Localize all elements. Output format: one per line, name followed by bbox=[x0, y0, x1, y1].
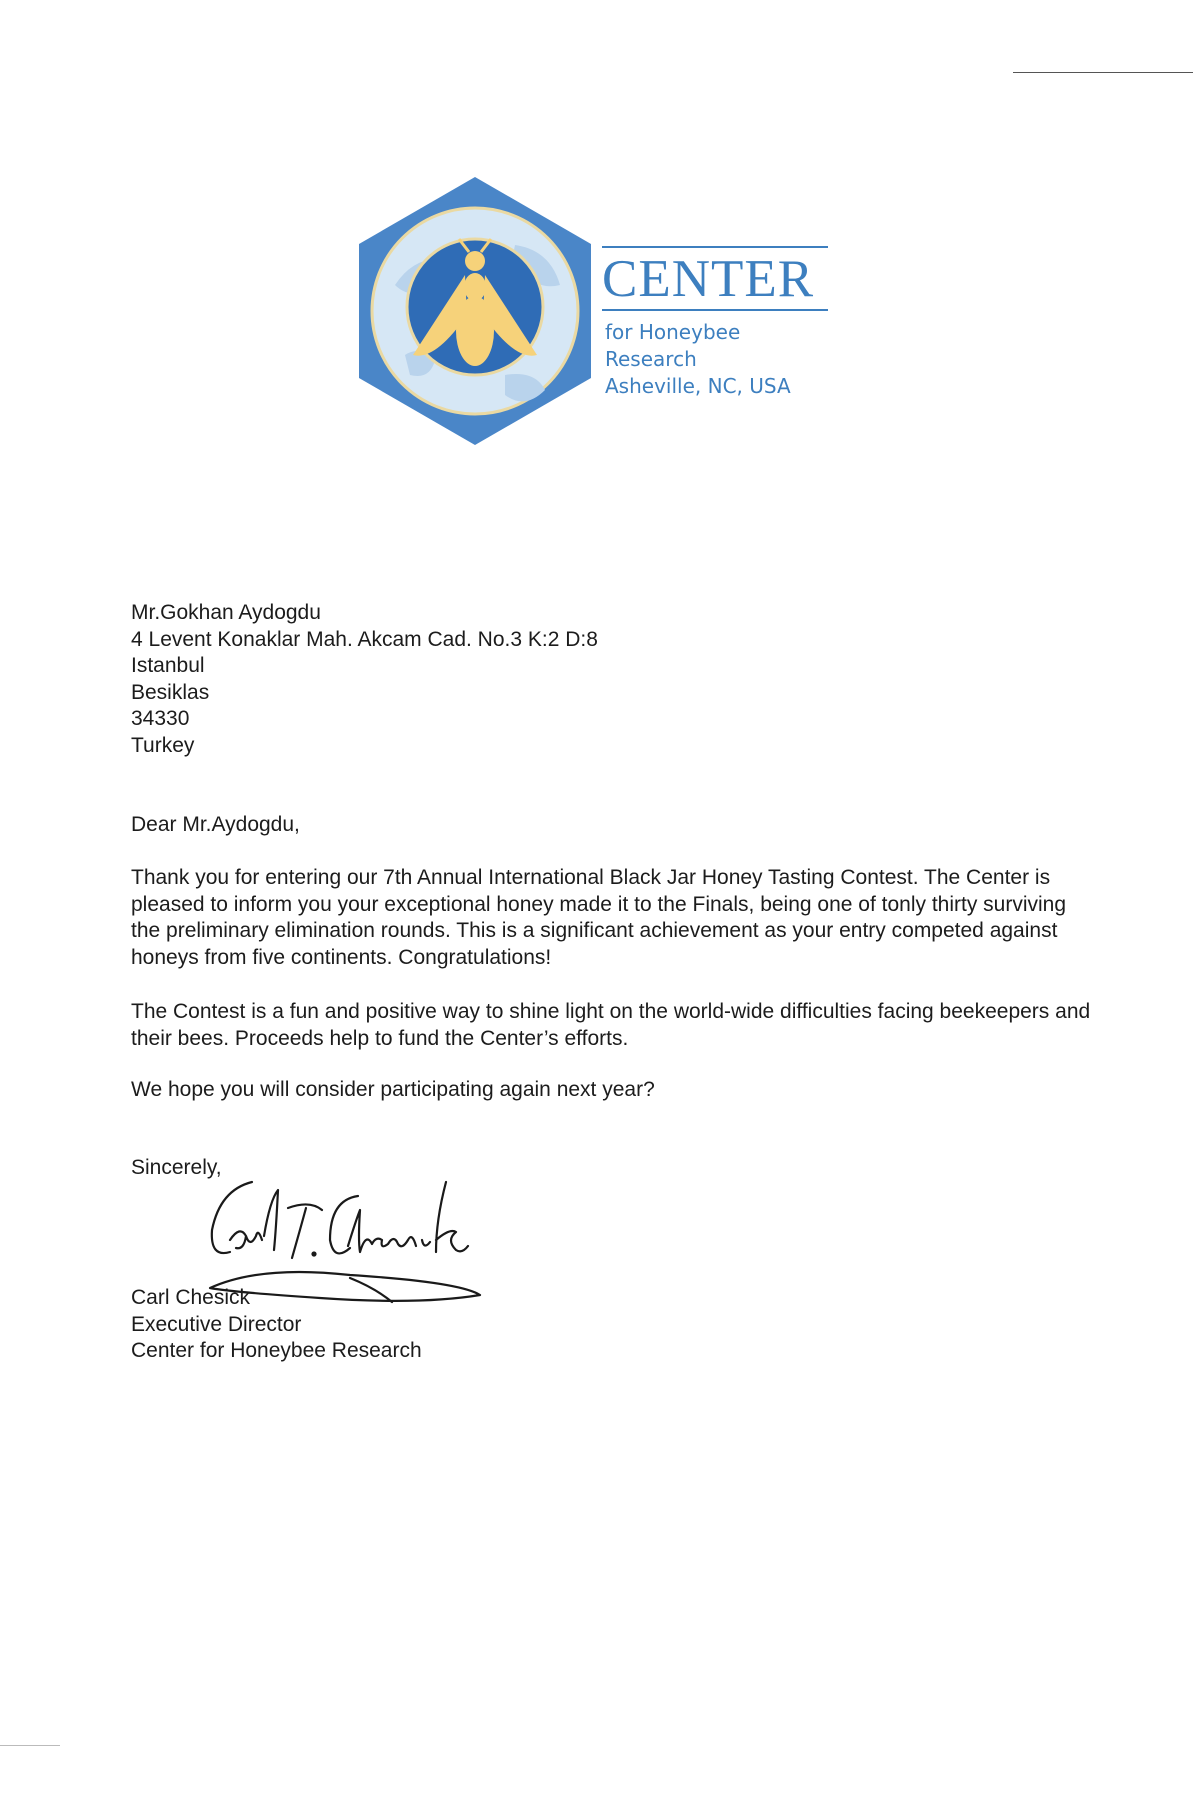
signer-block bbox=[131, 1285, 422, 1365]
recipient-address-line: 4 Levent Konaklar Mah. Akcam Cad. No.3 K:2 D:8 bbox=[131, 627, 598, 651]
signer-organization: Center for Honeybee Research bbox=[131, 1339, 422, 1363]
letterhead-org-subtitle: for Honeybee Research bbox=[605, 320, 741, 371]
scan-edge-line bbox=[1013, 72, 1193, 73]
letterhead-rule-bottom bbox=[602, 309, 828, 311]
recipient-country: Turkey bbox=[131, 733, 195, 757]
recipient-address bbox=[131, 600, 598, 760]
signer-title: Executive Director bbox=[131, 1312, 302, 1336]
salutation: Dear Mr.Aydogdu, bbox=[131, 813, 300, 836]
closing: Sincerely, bbox=[131, 1156, 222, 1179]
honeybee-hexagon-logo-icon bbox=[355, 175, 595, 447]
body-paragraph-3: We hope you will consider participating again next year? bbox=[131, 1078, 655, 1101]
letterhead-org-name: CENTER bbox=[602, 250, 815, 308]
body-paragraph-1: Thank you for entering our 7th Annual International Black Jar Honey Tasting Contest. The Center is pleased to inform you your exceptional honey made it to the Finals, being one of tonly thirty surviving the preliminary elimination rounds. This is a significant achievement as your entry competed against honeys from five continents. Congratulations! bbox=[131, 866, 1067, 969]
recipient-name: Mr.Gokhan Aydogdu bbox=[131, 601, 321, 624]
scan-edge-line bbox=[0, 1745, 60, 1746]
body-paragraph-2: The Contest is a fun and positive way to shine light on the world-wide difficulties facing beekeepers and their bees. Proceeds help to fund the Center’s efforts. bbox=[131, 1000, 1091, 1050]
recipient-district: Besiklas bbox=[131, 680, 210, 704]
letterhead-org-block bbox=[602, 246, 832, 400]
recipient-city: Istanbul bbox=[131, 654, 205, 678]
recipient-postal-code: 34330 bbox=[131, 707, 190, 731]
signer-name: Carl Chesick bbox=[131, 1286, 251, 1309]
letterhead-org-location: Asheville, NC, USA bbox=[605, 374, 791, 398]
letterhead-rule-top bbox=[602, 246, 828, 248]
